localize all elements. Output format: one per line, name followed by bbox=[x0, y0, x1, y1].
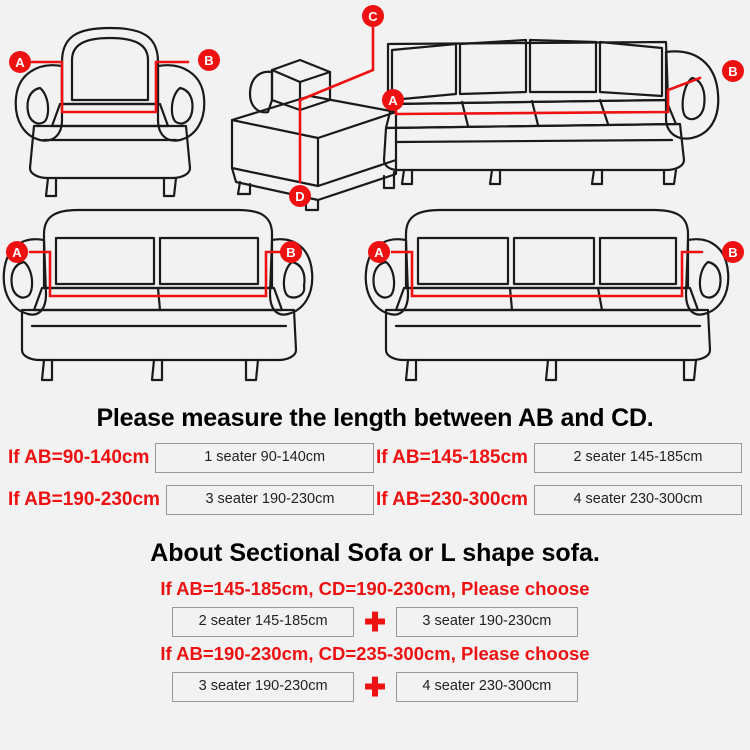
label-b-three-seater bbox=[722, 241, 744, 263]
size-option-2-seater bbox=[376, 443, 742, 473]
label-c-sectional bbox=[362, 5, 384, 27]
svg-text:B: B bbox=[204, 53, 214, 68]
size-box-1[interactable]: 1 seater 90-140cm bbox=[155, 443, 374, 473]
combo-row-2 bbox=[0, 672, 750, 702]
svg-text:A: A bbox=[15, 55, 25, 70]
size-condition-1: If AB=90-140cm bbox=[8, 446, 150, 468]
size-box-4[interactable]: 4 seater 230-300cm bbox=[534, 485, 742, 515]
combo-condition-1: If AB=145-185cm, CD=190-230cm, Please choose bbox=[160, 577, 590, 599]
plus-icon: ✚ bbox=[364, 606, 386, 637]
size-condition-4: If AB=230-300cm bbox=[376, 488, 528, 510]
svg-text:A: A bbox=[388, 93, 398, 108]
combo-1-first-box[interactable]: 2 seater 145-185cm bbox=[172, 607, 354, 637]
combo-condition-2: If AB=190-230cm, CD=235-300cm, Please choose bbox=[160, 642, 590, 664]
size-row-1 bbox=[8, 443, 742, 473]
combo-block-1 bbox=[0, 578, 750, 637]
combo-2-second-box[interactable]: 4 seater 230-300cm bbox=[396, 672, 578, 702]
label-a-three-seater bbox=[368, 241, 390, 263]
size-option-3-seater bbox=[8, 485, 374, 515]
size-condition-2: If AB=145-185cm bbox=[376, 446, 528, 468]
sectional-headline: About Sectional Sofa or L shape sofa. bbox=[150, 538, 600, 567]
size-option-1-seater bbox=[8, 443, 374, 473]
combo-block-2 bbox=[0, 643, 750, 702]
size-row-2 bbox=[8, 485, 742, 515]
svg-text:A: A bbox=[12, 245, 22, 260]
size-condition-3: If AB=190-230cm bbox=[8, 488, 160, 510]
combo-row-1 bbox=[0, 607, 750, 637]
svg-text:C: C bbox=[368, 9, 378, 24]
size-box-3[interactable]: 3 seater 190-230cm bbox=[166, 485, 374, 515]
svg-text:B: B bbox=[728, 245, 738, 260]
label-b-two-seater bbox=[280, 241, 302, 263]
main-headline: Please measure the length between AB and CD. bbox=[96, 404, 654, 432]
label-a-one-seater bbox=[9, 51, 31, 73]
svg-text:B: B bbox=[286, 245, 296, 260]
label-b-one-seater bbox=[198, 49, 220, 71]
label-d-sectional bbox=[289, 185, 311, 207]
plus-icon: ✚ bbox=[364, 671, 386, 702]
svg-text:D: D bbox=[295, 189, 305, 204]
svg-text:B: B bbox=[728, 64, 738, 79]
instructions-area bbox=[0, 400, 750, 702]
label-a-two-seater bbox=[6, 241, 28, 263]
size-options-grid bbox=[0, 443, 750, 515]
svg-text:A: A bbox=[374, 245, 384, 260]
combo-1-second-box[interactable]: 3 seater 190-230cm bbox=[396, 607, 578, 637]
combo-2-first-box[interactable]: 3 seater 190-230cm bbox=[172, 672, 354, 702]
size-option-4-seater bbox=[376, 485, 742, 515]
label-a-sectional bbox=[382, 89, 404, 111]
size-box-2[interactable]: 2 seater 145-185cm bbox=[534, 443, 742, 473]
label-b-sectional bbox=[722, 60, 744, 82]
